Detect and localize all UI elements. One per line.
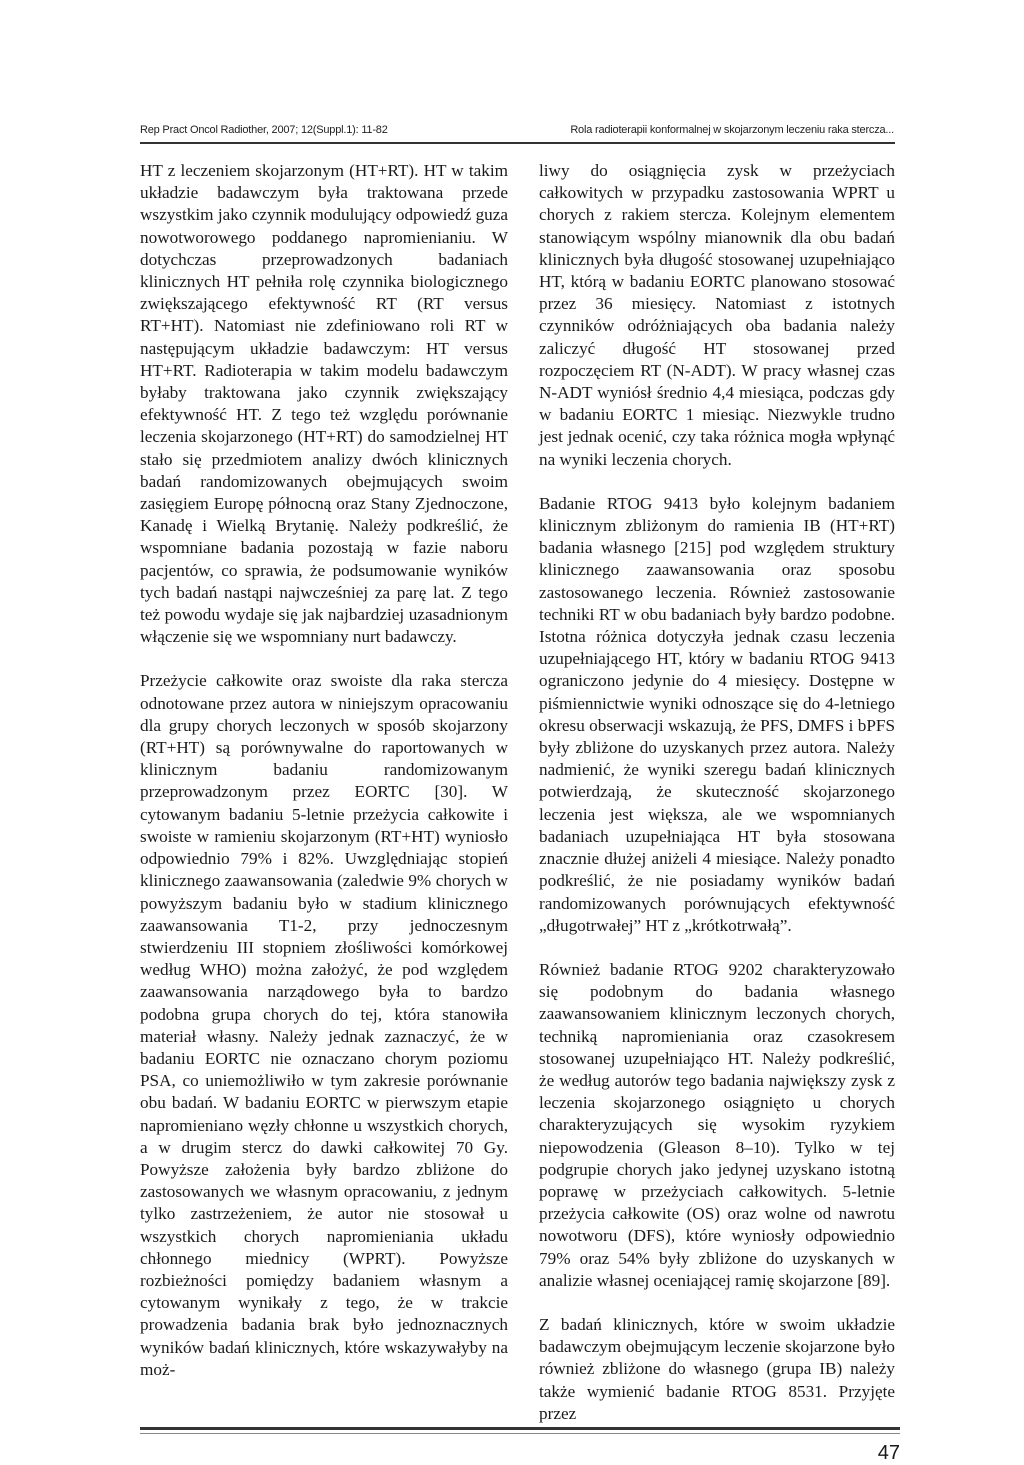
paragraph: Z badań klinicznych, które w swoim układzie badawczym obejmującym leczenie skojarzone było również zbliżone do własnego (grupa IB) należy także wymienić badanie RTOG 8531. Przyjęte przez [539,1314,895,1423]
paragraph: Również badanie RTOG 9202 charakteryzowało się podobnym do badania własnego zaawansowaniem klinicznym leczonych chorych, techniką napromieniania oraz czasokresem stosowanej uzupełniająco HT. Należy podkreślić, że według autorów tego badania największy zysk z leczenia skojarzonego osiągnięto u chorych charakteryzujących się wysokim ryzykiem niepowodzenia (Gleason 8–10). Tylko w tej podgrupie chorych jako jedynej uzyskano istotną poprawę w przeżyciach całkowitych. 5-letnie przeżycia całkowite (OS) oraz wolne od nawrotu nowotworu (DFS), które wyniosły odpowiednio 79% oraz 54% były zbliżone do uzyskanych w analizie własnej oceniającej ramię skojarzone [89]. [539,959,895,1290]
paragraph: HT z leczeniem skojarzonym (HT+RT). HT w takim układzie badawczym była traktowana przede wszystkim jako czynnik modulujący odpowiedź guza nowotworowego poddanego napromienianiu. W dotychczas przeprowadzonych badaniach klinicznych HT pełniła rolę czynnika biologicznego zwiększającego efektywność RT (RT versus RT+HT). Natomiast nie zdefiniowano roli RT w następującym układzie badawczym: HT versus HT+RT. Radioterapia w takim modelu badawczym byłaby traktowana jako czynnik zwiększający efektywność HT. Z tego też względu porównanie leczenia skojarzonego (HT+RT) do samodzielnej HT stało się przedmiotem analizy dwóch klinicznych badań randomizowanych obejmujących swoim zasięgiem Europę północną oraz Stany Zjednoczone, Kanadę i Wielką Brytanię. Należy podkreślić, że wspomniane badania pozostają w fazie naboru pacjentów, co sprawia, że podsumowanie wyników tych badań nastąpi najwcześniej za parę lat. Z tego też powodu wydaje się jak najbardziej uzasadnionym włączenie się we wspomniany nurt badawczy. [140,161,509,647]
paragraph: liwy do osiągnięcia zysk w przeżyciach całkowitych w przypadku zastosowania WPRT u chorych z rakiem stercza. Kolejnym elementem stanowiącym wspólny mianownik dla obu badań klinicznych była długość stosowanej uzupełniająco HT, którą w badaniu EORTC planowano stosować przez 36 miesięcy. Natomiast z istotnych czynników odróżniających oba badania należy zaliczyć długość HT stosowanej przed rozpoczęciem RT (N-ADT). W pracy własnej czas N-ADT wyniósł średnio 4,4 miesiąca, podczas gdy w badaniu EORTC 1 miesiąc. Niezwykle trudno jest jednak ocenić, czy taka różnica mogła wpłynąć na wyniki leczenia chorych. [539,161,895,469]
left-column [140,160,508,1403]
running-header-citation: Rep Pract Oncol Radiother, 2007; 12(Suppl.1): 11-82 [140,124,388,136]
paragraph: Przeżycie całkowite oraz swoiste dla raka stercza odnotowane przez autora w niniejszym opracowaniu dla grupy chorych leczonych w sposób skojarzony (RT+HT) są porównywalne do raportowanych w klinicznym badaniu randomizowanym przeprowadzonym przez EORTC [30]. W cytowanym badaniu 5-letnie przeżycia całkowite i swoiste w ramieniu skojarzonym (RT+HT) wyniosło odpowiednio 79% i 82%. Uwzględniając stopień klinicznego zaawansowania (zaledwie 9% chorych w powyższym badaniu było w stadium klinicznego zaawansowania T1-2, przy jednoczesnym stwierdzeniu III stopniem złośliwości komórkowej według WHO) można założyć, że pod względem zaawansowania narządowego była to bardzo podobna grupa chorych do tej, która stanowiła materiał własny. Należy jednak zaznaczyć, że w badaniu EORTC nie oznaczano chorym poziomu PSA, co uniemożliwiło w tym zakresie porównanie obu badań. W badaniu EORTC w pierwszym etapie napromieniano węzły chłonne u wszystkich chorych, a w drugim stercz do dawki całkowitej 70 Gy. Powyższe założenia były bardzo zbliżone do zastosowanych we własnym opracowaniu, z jednym tylko zastrzeżeniem, że autor nie stosował u wszystkich chorych napromieniania układu chłonnego miednicy (WPRT). Powyższe rozbieżności pomiędzy badaniem własnym a cytowanym wynikały z tego, że w trakcie prowadzenia badania brak było jednoznacznych wyników badań klinicznych, które wskazywałyby na moż- [140,671,508,1379]
page-number: 47 [877,1442,900,1464]
header-rule [140,142,895,144]
footer-rule-thin [140,1433,900,1434]
running-header-title: Rola radioterapii konformalnej w skojarzonym leczeniu raka stercza... [570,124,894,136]
paragraph: Badanie RTOG 9413 było kolejnym badaniem klinicznym zbliżonym do ramienia IB (HT+RT) badania własnego [215] pod względem struktury klinicznego zaawansowania oraz sposobu zastosowanego leczenia. Również zastosowanie techniki RT w obu badaniach były bardzo podobne. Istotna różnica dotyczyła jednak czasu leczenia uzupełniającego HT, który w badaniu RTOG 9413 ograniczono jedynie do 4 miesięcy. Dostępne w piśmiennictwie wyniki odnoszące się do 4-letniego okresu obserwacji wskazują, że PFS, DMFS i bPFS były zbliżone do uzyskanych przez autora. Należy nadmienić, że wyniki szeregu badań klinicznych potwierdzają, że skuteczność skojarzonego leczenia jest większa, ale we wspomnianych badaniach uzupełniająca HT była stosowana znacznie dłużej aniżeli 4 miesiące. Należy ponadto podkreślić, że nie posiadamy wyników badań randomizowanych porównujących efektywność „długotrwałej” HT z „krótkotrwałą”. [539,493,895,935]
footer-rule [140,1427,900,1430]
right-column [539,160,895,1447]
